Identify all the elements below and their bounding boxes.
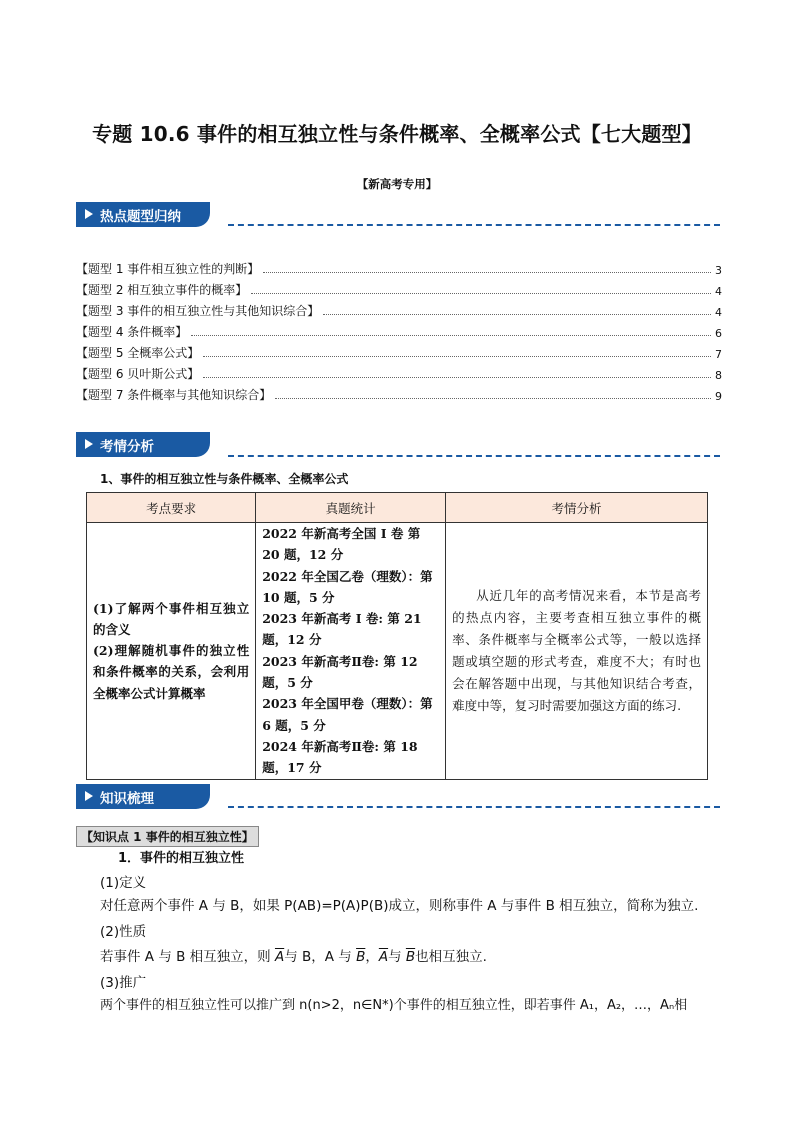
property-label: (2)性质 [100, 924, 147, 940]
table-header-analysis: 考情分析 [446, 493, 708, 523]
toc-item[interactable] [76, 257, 722, 277]
banner-knowledge [76, 784, 220, 809]
toc-leader-dots [191, 335, 711, 336]
stat-item: 2022 年新高考全国 I 卷 第 20 题，12 分 [262, 526, 421, 563]
analysis-text: 从近几年的高考情况来看，本节是高考的热点内容，主要考查相互独立事件的概率、条件概率与全概率公式等，一般以选择题或填空题的形式考查，难度不大；有时也会在解答题中出现，与其他知识结合考查，难度中等，复习时需要加强这方面的练习. [452, 587, 701, 713]
property-mid: ， [365, 949, 379, 965]
toc-item[interactable] [76, 341, 722, 361]
table-header-requirements: 考点要求 [87, 493, 256, 523]
toc-item-label: 【题型 7 条件概率与其他知识综合】 [76, 388, 272, 402]
definition-text: 对任意两个事件 A 与 B，如果 P(AB)=P(A)P(B)成立，则称事件 A 与事件 B 相互独立，简称为独立. [100, 898, 699, 914]
dashed-divider [228, 806, 720, 808]
toc-item[interactable] [76, 320, 722, 340]
toc-item[interactable] [76, 278, 722, 298]
toc-item[interactable] [76, 299, 722, 319]
toc-item-label: 【题型 2 相互独立事件的概率】 [76, 283, 248, 297]
complement-a: $\overline{A}$ [378, 949, 389, 965]
complement-b: $\overline{B}$ [405, 949, 416, 965]
section-heading: 1、事件的相互独立性与条件概率、全概率公式 [100, 472, 349, 486]
toc-item-page: 3 [715, 264, 722, 277]
property-mid: 与 B，A 与 [284, 949, 357, 965]
stat-item: 2022 年全国乙卷（理数）：第 10 题，5 分 [262, 568, 433, 605]
toc-item-page: 6 [715, 327, 722, 340]
extension-text: 两个事件的相互独立性可以推广到 n(n>2，n∈N*)个事件的相互独立性，即若事件 A₁，A₂，…，Aₙ相 [100, 998, 688, 1013]
toc-item-page: 9 [715, 390, 722, 403]
toc-item-label: 【题型 3 事件的相互独立性与其他知识综合】 [76, 304, 320, 318]
requirement-item: (1)了解两个事件相互独立的含义 [93, 600, 250, 637]
banner-label: 知识梳理 [100, 791, 154, 807]
table-row [87, 523, 708, 780]
property-suffix: 也相互独立. [415, 949, 487, 965]
toc-item-label: 【题型 4 条件概率】 [76, 325, 188, 339]
play-triangle-icon [85, 439, 93, 449]
page-subtitle: 【新高考专用】 [356, 177, 438, 191]
toc-leader-dots [203, 377, 711, 378]
exam-analysis-table [86, 492, 708, 780]
property-text [100, 945, 487, 965]
stat-item: 2023 年新高考 I 卷: 第 21 题，12 分 [262, 611, 422, 648]
toc-item-page: 4 [715, 306, 722, 319]
toc-leader-dots [251, 293, 711, 294]
banner-exam-analysis [76, 432, 220, 457]
definition-label: (1)定义 [100, 875, 147, 891]
extension-label: (3)推广 [100, 975, 147, 991]
dashed-divider [228, 224, 720, 226]
toc-leader-dots [203, 356, 711, 357]
complement-b: $\overline{B}$ [356, 949, 366, 965]
toc-leader-dots [275, 398, 711, 399]
knowledge-point-title: 【知识点 1 事件的相互独立性】 [76, 826, 259, 847]
analysis-cell [446, 523, 708, 780]
stat-item: 2023 年新高考Ⅱ卷: 第 12 题，5 分 [262, 653, 418, 691]
property-mid: 与 [388, 949, 406, 965]
requirement-item: (2)理解随机事件的独立性和条件概率的关系，会利用全概率公式计算概率 [93, 643, 250, 701]
stats-cell [256, 523, 446, 780]
table-header-row [87, 493, 708, 523]
toc-item-label: 【题型 1 事件相互独立性的判断】 [76, 262, 260, 276]
stat-item: 2024 年新高考Ⅱ卷: 第 18 题，17 分 [262, 738, 418, 776]
toc-item-label: 【题型 5 全概率公式】 [76, 346, 200, 360]
knowledge-item-title: 1．事件的相互独立性 [118, 851, 245, 866]
requirements-cell [87, 523, 256, 780]
toc-item[interactable] [76, 383, 722, 403]
toc-leader-dots [323, 314, 711, 315]
property-prefix: 若事件 A 与 B 相互独立，则 [100, 949, 275, 965]
banner-label: 热点题型归纳 [100, 209, 181, 225]
toc-item-page: 4 [715, 285, 722, 298]
banner-hot-types [76, 202, 220, 227]
toc-item[interactable] [76, 362, 722, 382]
stat-item: 2023 年全国甲卷（理数）：第 6 题，5 分 [262, 696, 433, 733]
dashed-divider [228, 455, 720, 457]
complement-a: $\overline{A}$ [274, 949, 285, 965]
toc-item-page: 7 [715, 348, 722, 361]
page-title: 专题 10.6 事件的相互独立性与条件概率、全概率公式【七大题型】 [92, 122, 702, 146]
toc-item-label: 【题型 6 贝叶斯公式】 [76, 367, 200, 381]
play-triangle-icon [85, 791, 93, 801]
table-header-stats: 真题统计 [256, 493, 446, 523]
banner-label: 考情分析 [100, 439, 154, 455]
toc-item-page: 8 [715, 369, 722, 382]
toc-leader-dots [263, 272, 711, 273]
play-triangle-icon [85, 209, 93, 219]
